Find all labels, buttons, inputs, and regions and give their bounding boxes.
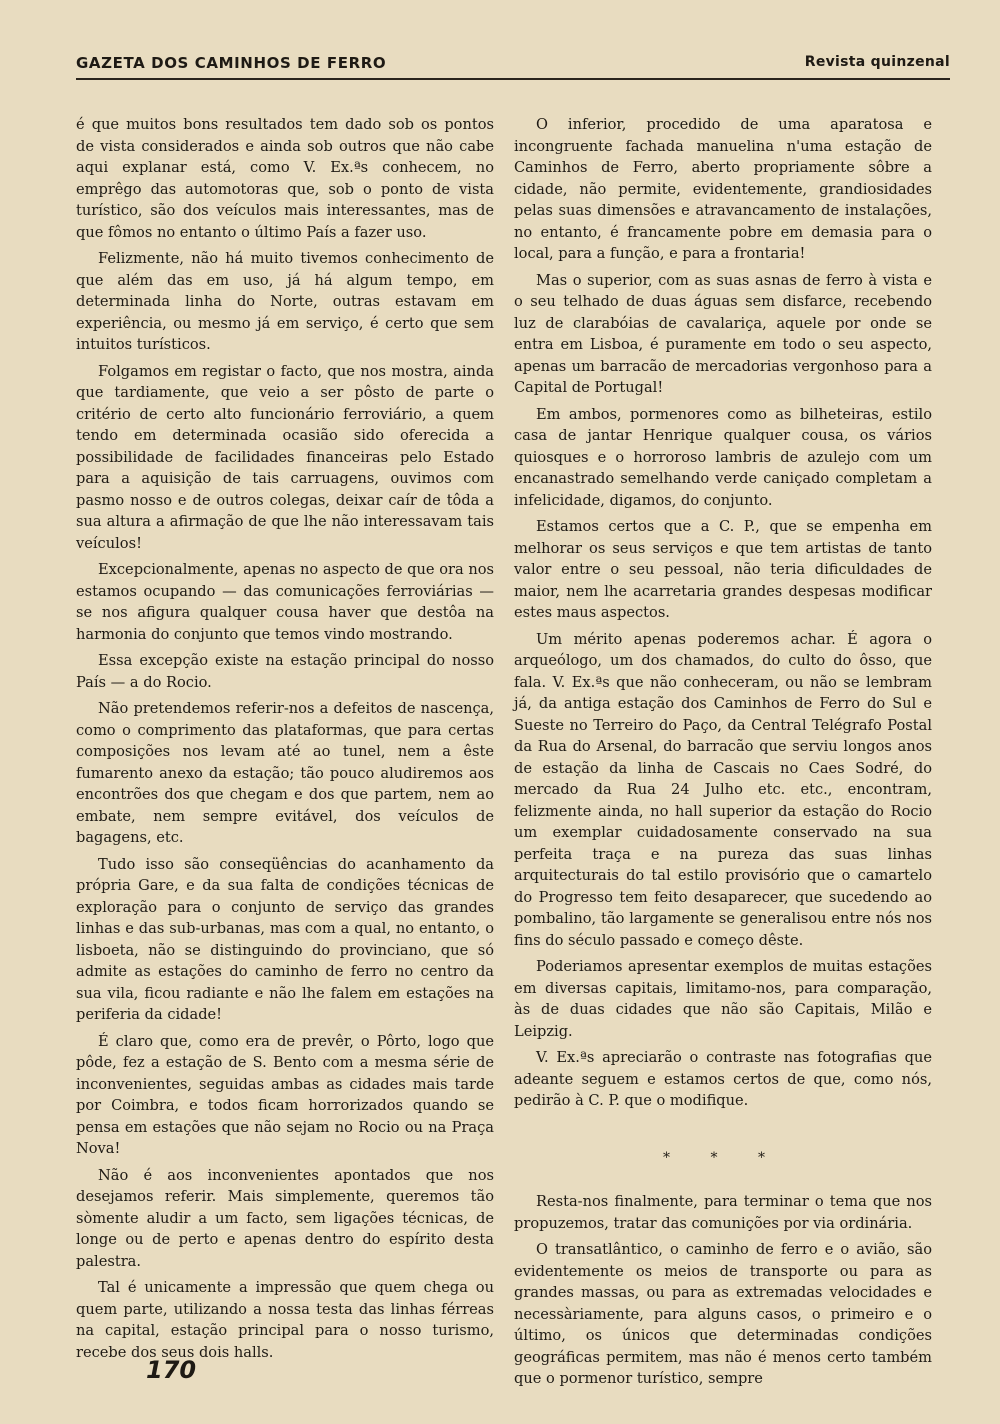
paragraph: é que muitos bons resultados tem dado sob os pontos de vista considerados e ainda sob outros que não cabe aqui explanar está, como V. Ex.ªs conhecem, no emprêgo das automotoras que, sob o ponto de vista turístico, são dos veículos mais interessantes, mas de que fômos no entanto o último País a fazer uso. bbox=[76, 116, 494, 241]
section-separator: * * * bbox=[663, 1149, 783, 1166]
paragraph: Poderiamos apresentar exemplos de muitas estações em diversas capitais, limitamo-nos, para comparação, às de duas cidades que não são Capitais, Milão e Leipzig. bbox=[514, 958, 932, 1040]
paragraph: V. Ex.ªs apreciarão o contraste nas fotografias que adeante seguem e estamos certos de que, como nós, pedirão à C. P. que o modifique. bbox=[514, 1049, 932, 1109]
paragraph: Não pretendemos referir-nos a defeitos de nascença, como o comprimento das plataformas, que para certas composições nos levam até ao tunel, nem a êste fumarento anexo da estação; tão pouco aludiremos aos encontrões dos que chegam e dos que partem, nem ao embate, nem sempre evitável, dos veículos de bagagens, etc. bbox=[76, 700, 494, 846]
left-column bbox=[76, 114, 494, 1368]
paragraph: Tal é unicamente a impressão que quem chega ou quem parte, utilizando a nossa testa das linhas férreas na capital, estação principal para o nosso turismo, recebe dos seus dois halls. bbox=[76, 1279, 494, 1361]
paragraph: Essa excepção existe na estação principal do nosso País — a do Rocio. bbox=[76, 652, 494, 691]
paragraph: Felizmente, não há muito tivemos conhecimento de que além das em uso, já há algum tempo, em determinada linha do Norte, outras estavam em experiência, ou mesmo já em serviço, é certo que sem intuitos turísticos. bbox=[76, 250, 494, 353]
paragraph: Estamos certos que a C. P., que se empenha em melhorar os seus serviços e que tem artistas de tanto valor entre o seu pessoal, não teria dificuldades de maior, nem lhe acarretaria grandes despesas modificar estes maus aspectos. bbox=[514, 518, 932, 621]
paragraph: Não é aos inconvenientes apontados que nos desejamos referir. Mais simplemente, queremos tão sòmente aludir a um facto, sem ligações técnicas, de longe ou de perto e apenas dentro do espírito desta palestra. bbox=[76, 1166, 494, 1270]
paragraph: Um mérito apenas poderemos achar. É agora o arqueólogo, um dos chamados, do culto do ôsso, que fala. V. Ex.ªs que não conheceram, ou não se lembram já, da antiga estação dos Caminhos de Ferro do Sul e Sueste no Terreiro do Paço, da Central Telégrafo Postal da Rua do Arsenal, do barracão que serviu longos anos de estação da linha de Cascais no Caes Sodré, do mercado da Rua 24 Julho etc. etc., encontram, felizmente ainda, no hall superior da estação do Rocio um exemplar cuidadosamente conservado na sua perfeita traça e na pureza das suas linhas arquitecturais do tal estilo provisório que o camartelo do Progresso tem feito desaparecer, que sucedendo ao pombalino, tão largamente se generalisou entre nós nos fins do século passado e começo dêste. bbox=[514, 630, 932, 949]
paragraph: Folgamos em registar o facto, que nos mostra, ainda que tardiamente, que veio a ser pôsto de parte o critério de certo alto funcionário ferroviário, a quem tendo em determinada ocasião sido oferecida a possibilidade de facilidades financeiras pelo Estado para a aquisição de tais carruagens, ouvimos com pasmo nosso e de outros colegas, deixar caír de tôda a sua altura a afirmação de que lhe não interessavam tais veículos! bbox=[76, 362, 494, 552]
page-header bbox=[76, 52, 950, 80]
paragraph: Tudo isso são conseqüências do acanhamento da própria Gare, e da sua falta de condições técnicas de exploração para o conjunto de serviço das grandes linhas e das sub-urbanas, mas com a qual, no entanto, o lisboeta, não se distinguindo do provinciano, que só admite as estações do caminho de ferro no centro da sua vila, ficou radiante e não lhe falem em estações na periferia da cidade! bbox=[76, 855, 494, 1023]
page-number: 170 bbox=[146, 1356, 197, 1384]
paragraph: O inferior, procedido de uma aparatosa e incongruente fachada manuelina n'uma estação de Caminhos de Ferro, aberto propriamente sôbre a cidade, não permite, evidentemente, grandiosidades pelas suas dimensões e atravancamento de instalações, no entanto, é francamente pobre em demasia para o local, para a função, e para a frontaria! bbox=[514, 116, 932, 262]
right-column bbox=[514, 114, 932, 1395]
paragraph: Mas o superior, com as suas asnas de ferro à vista e o seu telhado de duas águas sem disfarce, recebendo luz de clarabóias de cavalariça, aquele por onde se entra em Lisboa, é puramente em todo o seu aspecto, apenas um barracão de mercadorias vergonhoso para a Capital de Portugal! bbox=[514, 271, 932, 396]
journal-subtitle: Revista quinzenal bbox=[804, 54, 950, 70]
paragraph: O transatlântico, o caminho de ferro e o avião, são evidentemente os meios de transporte ou para as grandes massas, ou para as extremadas velocidades e necessàriamente, para alguns casos, o primeiro e o último, os únicos que determinadas condições geográficas permitem, mas não é menos certo também que o pormenor turístico, sempre bbox=[514, 1241, 932, 1387]
journal-title: GAZETA DOS CAMINHOS DE FERRO bbox=[76, 54, 387, 72]
paragraph: É claro que, como era de prevêr, o Pôrto, logo que pôde, fez a estação de S. Bento com a mesma série de inconvenientes, seguidas ambas as cidades mais tarde por Coimbra, e todos ficam horrorizados quando se pensa em estações que não sejam no Rocio ou na Praça Nova! bbox=[76, 1032, 494, 1157]
paragraph: Em ambos, pormenores como as bilheteiras, estilo casa de jantar Henrique qualquer cousa, os vários quiosques e o horroroso lambris de azulejo com um encanastrado semelhando verde caniçado completam a infelicidade, digamos, do conjunto. bbox=[514, 405, 932, 509]
paragraph: Resta-nos finalmente, para terminar o tema que nos propuzemos, tratar das comunições por via ordinária. bbox=[514, 1193, 932, 1232]
paragraph: Excepcionalmente, apenas no aspecto de que ora nos estamos ocupando — das comunicações ferroviárias — se nos afigura qualquer cousa haver que destôa na harmonia do conjunto que temos vindo mostrando. bbox=[76, 561, 494, 643]
